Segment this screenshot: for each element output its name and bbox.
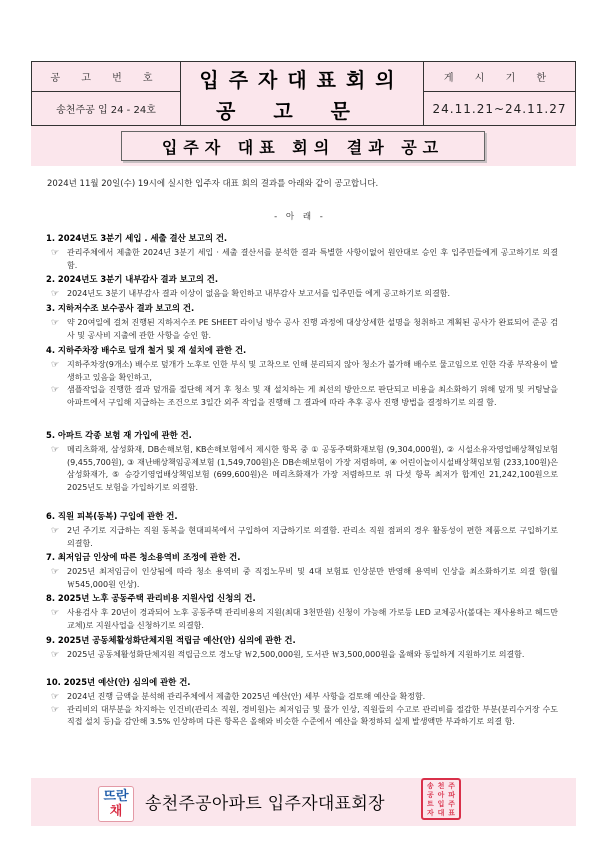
agenda-item-8 (46, 593, 558, 635)
pointing-hand-icon: ☞ (51, 248, 60, 258)
seal-character: 천 (437, 782, 445, 790)
agenda-item-text (46, 691, 558, 704)
seal-character: 주 (448, 800, 456, 808)
header-title-line2: 공고문 (216, 98, 388, 123)
pointing-hand-icon: ☞ (51, 318, 60, 328)
agenda-item-7 (46, 552, 558, 593)
official-seal (421, 778, 461, 820)
logo-text-top: 뜨란 (103, 789, 129, 804)
bullet-text: 메리츠화재, 삼성화재, DB손해보험, KB손해보험에서 제시한 항목 중 ① 공동주택화재보험 (9,304,000원), ② 시설소유자영업배상책임보험 (9,455,700원), ③ 재난배상책임공제보험 (1,549,700원)은 DB손해보험이 가장 저렴하며, ④ 어린이놀이시설배상책임보험 (233,100원)은 삼성화재가, ⑤ 승강기영업배상책임보험 (699,600원)은 메리츠화재가 가장 저렴하므로 위 다섯 항목 최저가 합계인 21,242,100원으로 2025년도 보험을 가입하기로 의결함. (67, 445, 558, 493)
ara-divider: - 아 래 - (274, 212, 326, 222)
seal-character: 공 (426, 791, 434, 799)
seal-character: 입 (437, 800, 445, 808)
pointing-hand-icon: ☞ (51, 360, 60, 370)
agenda-item-1 (46, 233, 558, 274)
seal-character: 표 (448, 809, 456, 817)
agenda-item-title: 1. 2024년도 3분기 세입 . 세출 결산 보고의 건. (46, 233, 228, 243)
bullet-text: 샘플작업을 진행한 결과 덮개를 절단해 제거 후 청소 및 재 설치하는 게 최선의 방안으로 판단되고 비용을 최소화하기 위해 덮개 및 커팅날을 아파트에서 구입해 지급하는 조건으로 3일간 외주 작업을 진행해 그 결과에 따라 추후 공사 진행 방법을 결정하기로 의결 함. (67, 385, 558, 408)
agenda-item-text (46, 649, 558, 662)
header-title-cell-1 (180, 61, 424, 94)
notice-number-label: 공 고 번 호 (50, 73, 162, 84)
pointing-hand-icon: ☞ (51, 608, 60, 618)
period-label-cell (423, 61, 576, 92)
notice-number-label-cell (31, 61, 181, 92)
agenda-item-title: 9. 2025년 공동체활성화단체지원 적립금 예산(안) 심의에 관한 건. (46, 635, 296, 645)
agenda-item-title: 8. 2025년 노후 공동주택 관리비용 지원사업 신청의 건. (46, 593, 256, 603)
pointing-hand-icon: ☞ (51, 289, 60, 299)
agenda-item-10 (46, 677, 558, 729)
seal-character: 아 (437, 791, 445, 799)
bullet-text: 관리주체에서 제출한 2024년 3분기 세입 · 세출 결산서를 분석한 결과 특별한 사항이없어 원안대로 승인 후 입주민들에게 공고하기로 의결함. (67, 248, 558, 270)
pointing-hand-icon: ☞ (51, 445, 60, 455)
agenda-item-text (46, 607, 558, 632)
intro-text: 2024년 11월 20일(수) 19시에 실시한 입주자 대표 회의 결과를 아래와 같이 공고합니다. (47, 179, 379, 189)
agenda-item-6 (46, 511, 558, 552)
agenda-item-title: 7. 최저임금 인상에 따른 청소용역비 조정에 관한 건. (46, 552, 241, 562)
pointing-hand-icon: ☞ (51, 526, 60, 536)
agenda-item-text (46, 288, 558, 301)
agenda-item-text (46, 317, 558, 342)
pointing-hand-icon: ☞ (51, 567, 60, 577)
period-cell (423, 91, 576, 126)
agenda-item-text (46, 525, 558, 550)
agenda-item-text (46, 444, 558, 495)
bullet-text: 2024년 진행 금액을 분석해 관리주체에서 제출한 2025년 예산(안) 세부 사항을 검토해 예산을 확정함. (67, 692, 426, 701)
pointing-hand-icon: ☞ (51, 692, 60, 702)
notice-number-cell (31, 91, 181, 126)
apartment-logo (98, 786, 134, 822)
agenda-item-title: 10. 2025년 예산(안) 심의에 관한 건. (46, 677, 191, 687)
seal-character: 주 (448, 782, 456, 790)
agenda-item-5 (46, 430, 558, 511)
signer-name: 송천주공아파트 입주자대표회장 (145, 794, 385, 814)
agenda-item-9 (46, 635, 558, 677)
bullet-text: 2025년 공동체활성화단체지원 적립금으로 경노당 ￦2,500,000원, 도서관 ￦3,500,000원을 올해와 동일하게 지원하기로 의결함. (67, 650, 525, 659)
agenda-item-title: 3. 지하저수조 보수공사 결과 보고의 건. (46, 303, 195, 313)
seal-character: 트 (426, 800, 434, 808)
agenda-item-4 (46, 345, 558, 430)
agenda-item-title: 5. 아파트 각종 보험 재 가입에 관한 건. (46, 430, 192, 440)
agenda-item-text (46, 359, 558, 384)
agenda-item-text (46, 704, 558, 729)
agenda-list (46, 233, 558, 729)
agenda-item-2 (46, 274, 558, 303)
agenda-item-text (46, 566, 558, 591)
notice-number: 송천주공 입 24 - 24호 (56, 105, 156, 116)
bullet-text: 약 20여일에 걸쳐 진행된 지하저수조 PE SHEET 라이닝 방수 공사 진행 과정에 대상상세한 설명을 청취하고 계획된 공사가 완료되어 준공 검사 및 공사비 지출에 관한 사항을 승인 함. (67, 318, 558, 340)
bullet-text: 2024년도 3분기 내부감사 결과 이상이 없음을 확인하고 내부감사 보고서를 입주민들 에게 공고하기로 의결함. (67, 289, 451, 298)
header-title-cell-2 (180, 93, 424, 126)
agenda-item-text (46, 384, 558, 409)
posting-period: 24.11.21~24.11.27 (432, 101, 567, 116)
bullet-text: 지하주차장(9개소) 배수로 덮개가 노후로 인한 부식 및 고착으로 인해 분리되지 않아 청소가 불가해 배수로 물고임으로 인한 각종 부작용이 발생하고 있음을 확인하고, (67, 360, 558, 382)
agenda-item-title: 6. 직원 피복(동복) 구입에 관한 건. (46, 511, 178, 521)
seal-character: 파 (448, 791, 456, 799)
pointing-hand-icon: ☞ (51, 704, 60, 715)
agenda-item-3 (46, 303, 558, 345)
pointing-hand-icon: ☞ (51, 650, 60, 660)
bullet-text: 2년 주기로 지급하는 직원 동복을 현대피복에서 구입하여 지급하기로 의결함. 관리소 직원 점퍼의 경우 활동성이 편한 제품으로 구입하기로 의결함. (67, 526, 558, 548)
period-label: 게 시 기 한 (443, 73, 556, 84)
logo-text-bottom: 채 (109, 804, 123, 819)
seal-character: 자 (426, 809, 434, 817)
seal-character: 송 (426, 782, 434, 790)
agenda-item-title: 2. 2024년도 3분기 내부감사 결과 보고의 건. (46, 274, 219, 284)
bullet-text: 관리비의 대부분을 차지하는 인건비(관리소 직원, 경비원)는 최저임금 및 물가 인상, 직원들의 수고로 관리비를 절감한 부분(분리수거장 수도 직접 설치 등)을 감안해 3.5% 인상하며 다른 항목은 올해와 비슷한 수준에서 예산을 확정하되 실제 발생액만 부과하기로 의결 함. (67, 704, 558, 727)
agenda-item-title: 4. 지하주차장 배수로 덮개 철거 및 재 설치에 관한 건. (46, 345, 247, 355)
notice-header (31, 61, 576, 126)
header-title-line1: 입주자대표회의 (199, 67, 405, 92)
bullet-text: 사용검사 후 20년이 경과되어 노후 공동주택 관리비용의 지원(최대 3천만원) 신청이 가능해 가로등 LED 교체공사(볼대는 재사용하고 헤드만 교체)로 지원사업을 신청하기로 의결함. (67, 608, 558, 630)
page-title: 입주자 대표 회의 결과 공고 (121, 131, 485, 161)
seal-character: 대 (437, 809, 445, 817)
agenda-item-text (46, 247, 558, 272)
bullet-text: 2025년 최저임금이 인상됨에 따라 청소 용역비 중 직접노무비 및 4대 보험료 인상분만 반영해 용역비 인상을 최소화하기로 의결 함(월 ￦545,000원 인상). (67, 567, 558, 589)
pointing-hand-icon: ☞ (51, 385, 60, 396)
